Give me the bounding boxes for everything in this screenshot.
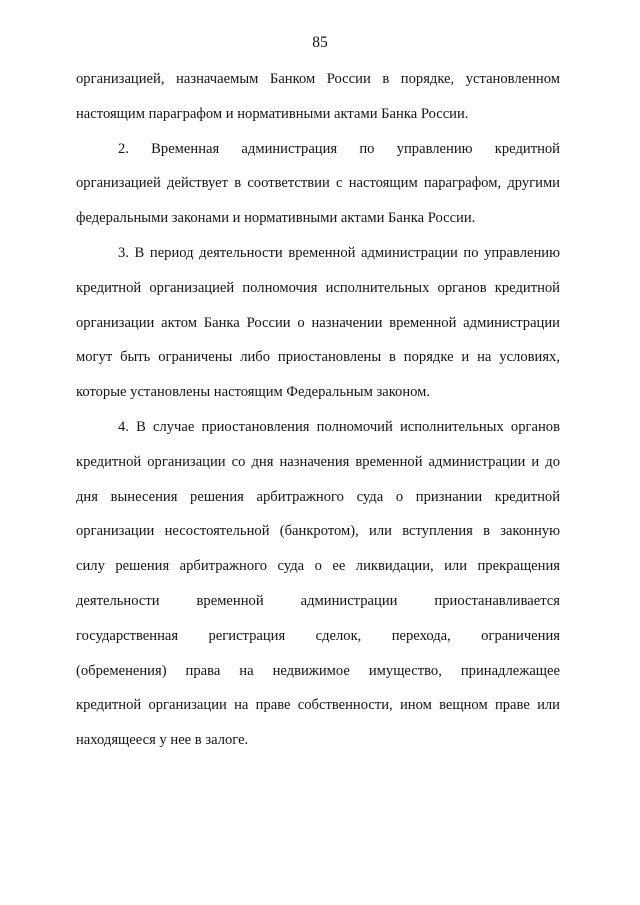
page-number: 85 [312,34,328,51]
text-line: кредитной организации со дня назначения временной администрации и до [76,453,560,470]
text-line: федеральными законами и нормативными актами Банка России. [76,210,476,227]
document-body [76,68,560,764]
text-line: кредитной организации на праве собственности, ином вещном праве или [76,697,560,714]
text-line: которые установлены настоящим Федеральным законом. [76,384,431,401]
text-line: организации несостоятельной (банкротом), или вступления в законную [76,523,560,540]
text-line: находящееся у нее в залоге. [76,732,249,749]
text-line: силу решения арбитражного суда о ее ликвидации, или прекращения [76,558,560,575]
paragraph-3 [76,242,560,416]
text-line: деятельности временной администрации приостанавливается [76,592,560,609]
text-line: организацией действует в соответствии с настоящим параграфом, другими [76,175,560,192]
paragraph-2 [76,138,560,242]
text-line: государственная регистрация сделок, перехода, ограничения [76,627,560,644]
text-line: организацией, назначаемым Банком России в порядке, установленном [76,71,560,87]
text-line: (обременения) права на недвижимое имущество, принадлежащее [76,662,560,679]
paragraph-4 [76,416,560,764]
text-line: 4. В случае приостановления полномочий исполнительных органов [118,418,560,435]
text-line: могут быть ограничены либо приостановлены в порядке и на условиях, [76,349,560,366]
text-line: 2. Временная администрация по управлению кредитной [118,140,560,157]
text-line: организации актом Банка России о назначении временной администрации [76,314,560,331]
paragraph-1 [76,68,560,138]
text-line: настоящим параграфом и нормативными актами Банка России. [76,105,469,122]
text-line: дня вынесения решения арбитражного суда о признании кредитной [76,488,560,505]
text-line: 3. В период деятельности временной администрации по управлению [118,244,560,261]
text-line: кредитной организацией полномочия исполнительных органов кредитной [76,279,560,296]
